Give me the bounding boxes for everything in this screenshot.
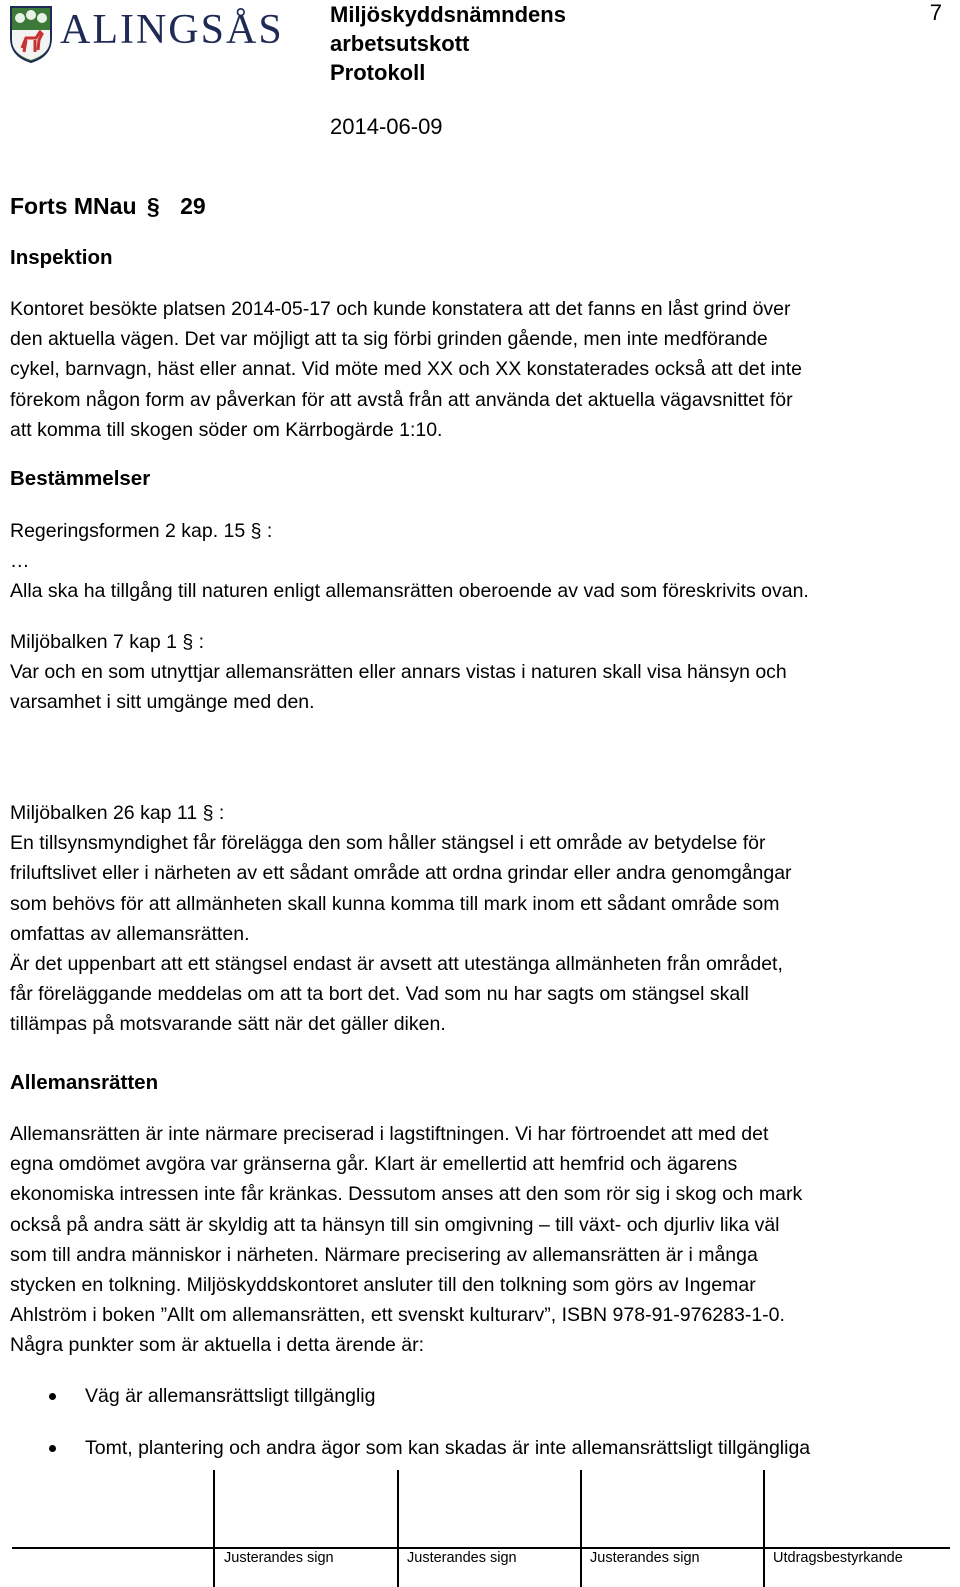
signature-label: Justerandes sign	[590, 1550, 700, 1566]
bestammelser-heading: Bestämmelser	[10, 467, 151, 490]
text-line: Ahlström i boken ”Allt om allemansrätten, ett svenskt kulturarv”, ISBN 978-91-976283-1-0.	[10, 1304, 785, 1327]
text-line: cykel, barnvagn, häst eller annat. Vid möte med XX och XX konstaterades också att det inte	[10, 358, 803, 381]
inspektion-heading: Inspektion	[10, 246, 113, 269]
text-line: förekom någon form av påverkan för att avstå från att använda det aktuella vägavsnittet för	[10, 388, 793, 411]
signature-label: Justerandes sign	[407, 1550, 517, 1566]
text-line: friluftslivet eller i närheten av ett sådant område att ordna grindar eller andra genomgångar	[10, 862, 792, 885]
bullet-icon	[49, 1445, 56, 1452]
ellipsis: …	[10, 550, 30, 573]
text-line: tillämpas på motsvarande sätt när det gäller diken.	[10, 1013, 446, 1036]
text-line: som behövs för att allmänheten skall kunna komma till mark inom ett sådant område som	[10, 892, 780, 915]
page-number: 7	[929, 0, 942, 25]
municipality-logo	[8, 4, 298, 66]
text-line: Några punkter som är aktuella i detta ärende är:	[10, 1334, 425, 1357]
allemansratten-paragraph	[10, 1119, 802, 1361]
coat-of-arms-icon	[8, 4, 54, 64]
bullet-item: Väg är allemansrättsligt tillgänglig	[85, 1385, 376, 1407]
text-line: att komma till skogen söder om Kärrbogärde 1:10.	[10, 418, 443, 441]
signature-divider	[213, 1470, 215, 1587]
section-heading	[10, 193, 206, 220]
text-line: den aktuella vägen. Det var möjligt att ta sig förbi grinden gående, men inte medförande	[10, 328, 768, 351]
text-line: Kontoret besökte platsen 2014-05-17 och kunde konstatera att det fanns en låst grind över	[10, 298, 791, 320]
bullet-icon	[49, 1393, 56, 1400]
title-line: Protokoll	[330, 60, 426, 85]
text-line: också på andra sätt är skyldig att ta hänsyn till sin omgivning – till växt- och djurliv lika väl	[10, 1213, 780, 1236]
law-reference: Miljöbalken 7 kap 1 § :	[10, 631, 205, 653]
text-line: Är det uppenbart att ett stängsel endast är avsett att utestänga allmänheten från området,	[10, 953, 783, 976]
text-line: Var och en som utnyttjar allemansrätten eller annars vistas i naturen skall visa hänsyn och	[10, 661, 787, 684]
rf-block	[10, 516, 809, 606]
logo-wordmark: ALINGSÅS	[60, 7, 284, 53]
text-line: ekonomiska intressen inte får kränkas. Dessutom anses att den som rör sig i skog och mark	[10, 1183, 803, 1206]
text-line: stycken en tolkning. Miljöskyddskontoret ansluter till den tolkning som görs av Ingemar	[10, 1274, 756, 1297]
mb7-block	[10, 627, 787, 718]
text-line: En tillsynsmyndighet får förelägga den som håller stängsel i ett område av betydelse för	[10, 832, 766, 855]
section-number: 29	[180, 193, 206, 219]
text-line: som till andra människor i närheten. Närmare precisering av allemansrätten är i många	[10, 1243, 758, 1266]
paragraph-sign: §	[146, 193, 160, 219]
law-reference: Miljöbalken 26 kap 11 § :	[10, 802, 225, 824]
text-line: Alla ska ha tillgång till naturen enligt allemansrätten oberoende av vad som föreskrivits ovan.	[10, 580, 809, 603]
signature-divider	[397, 1470, 399, 1587]
title-line: arbetsutskott	[330, 31, 470, 56]
law-reference: Regeringsformen 2 kap. 15 § :	[10, 520, 273, 542]
text-line: egna omdömet avgöra var gränserna går. Klart är emellertid att hemfrid och ägarens	[10, 1153, 738, 1176]
text-line: varsamhet i sitt umgänge med den.	[10, 691, 315, 714]
text-line: Allemansrätten är inte närmare preciserad i lagstiftningen. Vi har förtroendet att med det	[10, 1123, 769, 1145]
section-label: Forts MNau	[10, 193, 137, 219]
signature-divider	[580, 1470, 582, 1587]
signature-label: Utdragsbestyrkande	[773, 1550, 903, 1566]
inspektion-paragraph	[10, 294, 802, 445]
allemansratten-heading: Allemansrätten	[10, 1071, 159, 1094]
signature-label: Justerandes sign	[224, 1550, 334, 1566]
signature-baseline	[12, 1547, 950, 1549]
document-title	[330, 0, 566, 87]
meeting-date: 2014-06-09	[330, 114, 443, 139]
title-line: Miljöskyddsnämndens	[330, 2, 566, 27]
text-line: omfattas av allemansrätten.	[10, 922, 250, 945]
bullet-item: Tomt, plantering och andra ägor som kan skadas är inte allemansrättsligt tillgängliga	[85, 1437, 811, 1459]
mb26-block	[10, 798, 792, 1040]
signature-divider	[763, 1470, 765, 1587]
text-line: får föreläggande meddelas om att ta bort det. Vad som nu har sagts om stängsel skall	[10, 983, 749, 1006]
